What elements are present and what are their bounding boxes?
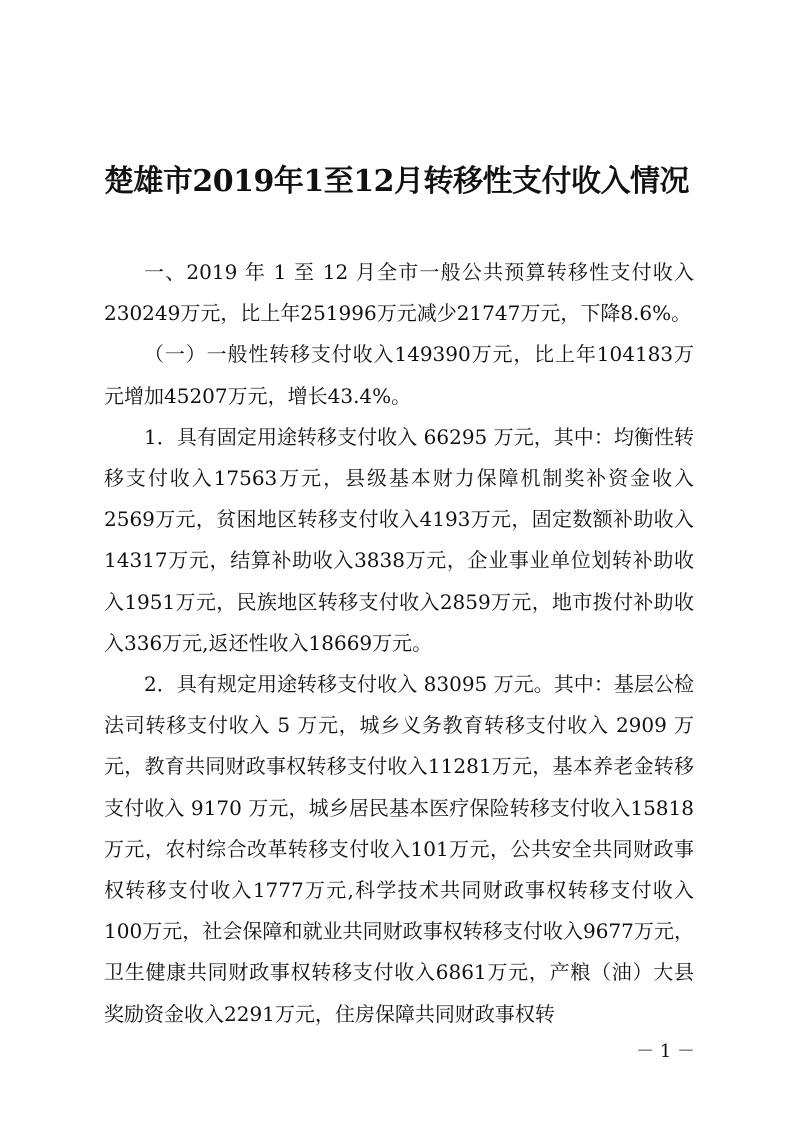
document-title: 楚雄市2019年1至12月转移性支付收入情况 <box>103 164 690 199</box>
paragraph-specified-purpose: 2．具有规定用途转移支付收入 83095 万元。其中：基层公检法司转移支付收入 5 万元，城乡义务教育转移支付收入 2909 万元，教育共同财政事权转移支付收入11281万元，基本养老金转移支付收入 9170 万元，城乡居民基本医疗保险转移支付收入15818万元，农村综合改革转移支付收入101万元，公共安全共同财政事权转移支付收入1777万元,科学技术共同财政事权转移支付收入100万元，社会保障和就业共同财政事权转移支付收入9677万元，卫生健康共同财政事权转移支付收入6861万元，产粮（油）大县奖励资金收入2291万元，住房保障共同财政事权转 <box>104 672 694 1026</box>
document-body <box>104 252 694 1035</box>
paragraph-summary: 一、2019 年 1 至 12 月全市一般公共预算转移性支付收入230249万元，比上年251996万元减少21747万元，下降8.6%。 <box>104 260 694 326</box>
page-number: － 1 － <box>636 1041 695 1062</box>
paragraph-general-transfer: （一）一般性转移支付收入149390万元，比上年104183万元增加45207万元，增长43.4%。 <box>104 342 694 408</box>
paragraph-fixed-purpose: 1．具有固定用途转移支付收入 66295 万元，其中：均衡性转移支付收入17563万元，县级基本财力保障机制奖补资金收入2569万元，贫困地区转移支付收入4193万元，固定数额补助收入14317万元，结算补助收入3838万元，企业事业单位划转补助收入1951万元，民族地区转移支付收入2859万元，地市拨付补助收入336万元,返还性收入18669万元。 <box>104 424 694 655</box>
